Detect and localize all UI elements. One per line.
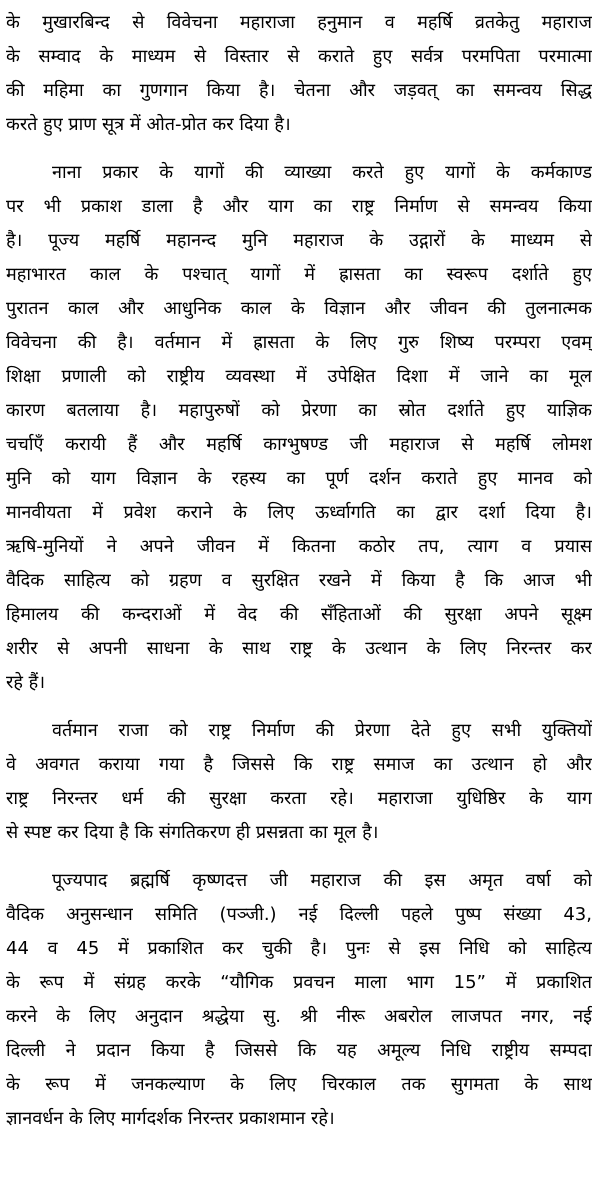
text-line: करते हुए प्राण सूत्र में ओत-प्रोत कर दिया है। xyxy=(6,114,291,135)
text-line: पुरातन काल और आधुनिक काल के विज्ञान और जीवन की तुलनात्मक xyxy=(6,298,592,319)
text-line: करने के लिए अनुदान श्रद्धेया सु. श्री नीरू अबरोल लाजपत नगर, नई xyxy=(6,1006,592,1027)
text-line: वैदिक साहित्य को ग्रहण व सुरक्षित रखने में किया है कि आज भी xyxy=(6,570,592,591)
text-line: महाभारत काल के पश्चात् यागों में ह्रासता का स्वरूप दर्शाते हुए xyxy=(6,264,592,285)
text-line: विवेचना की है। वर्तमान में ह्रासता के लिए गुरु शिष्य परम्परा एवम् xyxy=(6,332,592,353)
text-line: के रूप में संग्रह करके “यौगिक प्रवचन माला भाग 15” में प्रकाशित xyxy=(6,972,592,993)
text-line: चर्चाएँ करायी हैं और महर्षि काग्भुषण्ड जी महाराज से महर्षि लोमश xyxy=(6,434,592,455)
text-line: वे अवगत कराया गया है जिससे कि राष्ट्र समाज का उत्थान हो और xyxy=(6,754,592,775)
text-line: पर भी प्रकाश डाला है और याग का राष्ट्र निर्माण से समन्वय किया xyxy=(6,196,592,217)
text-line: पूज्यपाद ब्रह्मर्षि कृष्णदत्त जी महाराज की इस अमृत वर्षा को xyxy=(52,870,592,891)
text-line: के सम्वाद के माध्यम से विस्तार से कराते हुए सर्वत्र परमपिता परमात्मा xyxy=(6,46,592,67)
text-line: के मुखारबिन्द से विवेचना महाराजा हनुमान व महर्षि व्रतकेतु महाराज xyxy=(6,12,592,33)
text-line: हिमालय की कन्दराओं में वेद की सँहिताओं की सुरक्षा अपने सूक्ष्म xyxy=(6,604,592,625)
text-line: नाना प्रकार के यागों की व्याख्या करते हुए यागों के कर्मकाण्ड xyxy=(52,162,592,183)
text-line: है। पूज्य महर्षि महानन्द मुनि महाराज के उद्गारों के माध्यम से xyxy=(6,230,592,251)
text-line: के रूप में जनकल्याण के लिए चिरकाल तक सुगमता के साथ xyxy=(6,1074,592,1095)
text-line: कारण बतलाया है। महापुरुषों को प्रेरणा का स्रोत दर्शाते हुए याज्ञिक xyxy=(6,400,592,421)
text-line: वर्तमान राजा को राष्ट्र निर्माण की प्रेरणा देते हुए सभी युक्तियों xyxy=(52,720,592,741)
text-line: ज्ञानवर्धन के लिए मार्गदर्शक निरन्तर प्रकाशमान रहे। xyxy=(6,1108,335,1129)
text-line: से स्पष्ट कर दिया है कि संगतिकरण ही प्रसन्नता का मूल है। xyxy=(6,822,379,843)
text-line: रहे हैं। xyxy=(6,672,46,693)
text-line: मुनि को याग विज्ञान के रहस्य का पूर्ण दर्शन कराते हुए मानव को xyxy=(6,468,592,489)
text-line: 44 व 45 में प्रकाशित कर चुकी है। पुनः से इस निधि को साहित्य xyxy=(6,938,592,959)
text-line: की महिमा का गुणगान किया है। चेतना और जड़वत् का समन्वय सिद्ध xyxy=(6,80,592,101)
text-line: शिक्षा प्रणाली को राष्ट्रीय व्यवस्था में उपेक्षित दिशा में जाने का मूल xyxy=(6,366,592,387)
text-line: राष्ट्र निरन्तर धर्म की सुरक्षा करता रहे। महाराजा युधिष्ठिर के याग xyxy=(6,788,592,809)
text-line: शरीर से अपनी साधना के साथ राष्ट्र के उत्थान के लिए निरन्तर कर xyxy=(6,638,592,659)
text-line: दिल्ली ने प्रदान किया है जिससे कि यह अमूल्य निधि राष्ट्रीय सम्पदा xyxy=(6,1040,592,1061)
text-line: वैदिक अनुसन्धान समिति (पञ्जी.) नई दिल्ली पहले पुष्प संख्या 43, xyxy=(6,904,592,925)
text-line: ऋषि-मुनियों ने अपने जीवन में कितना कठोर तप, त्याग व प्रयास xyxy=(6,536,592,557)
text-line: मानवीयता में प्रवेश कराने के लिए ऊर्ध्वागति का द्वार दर्शा दिया है। xyxy=(6,502,592,523)
